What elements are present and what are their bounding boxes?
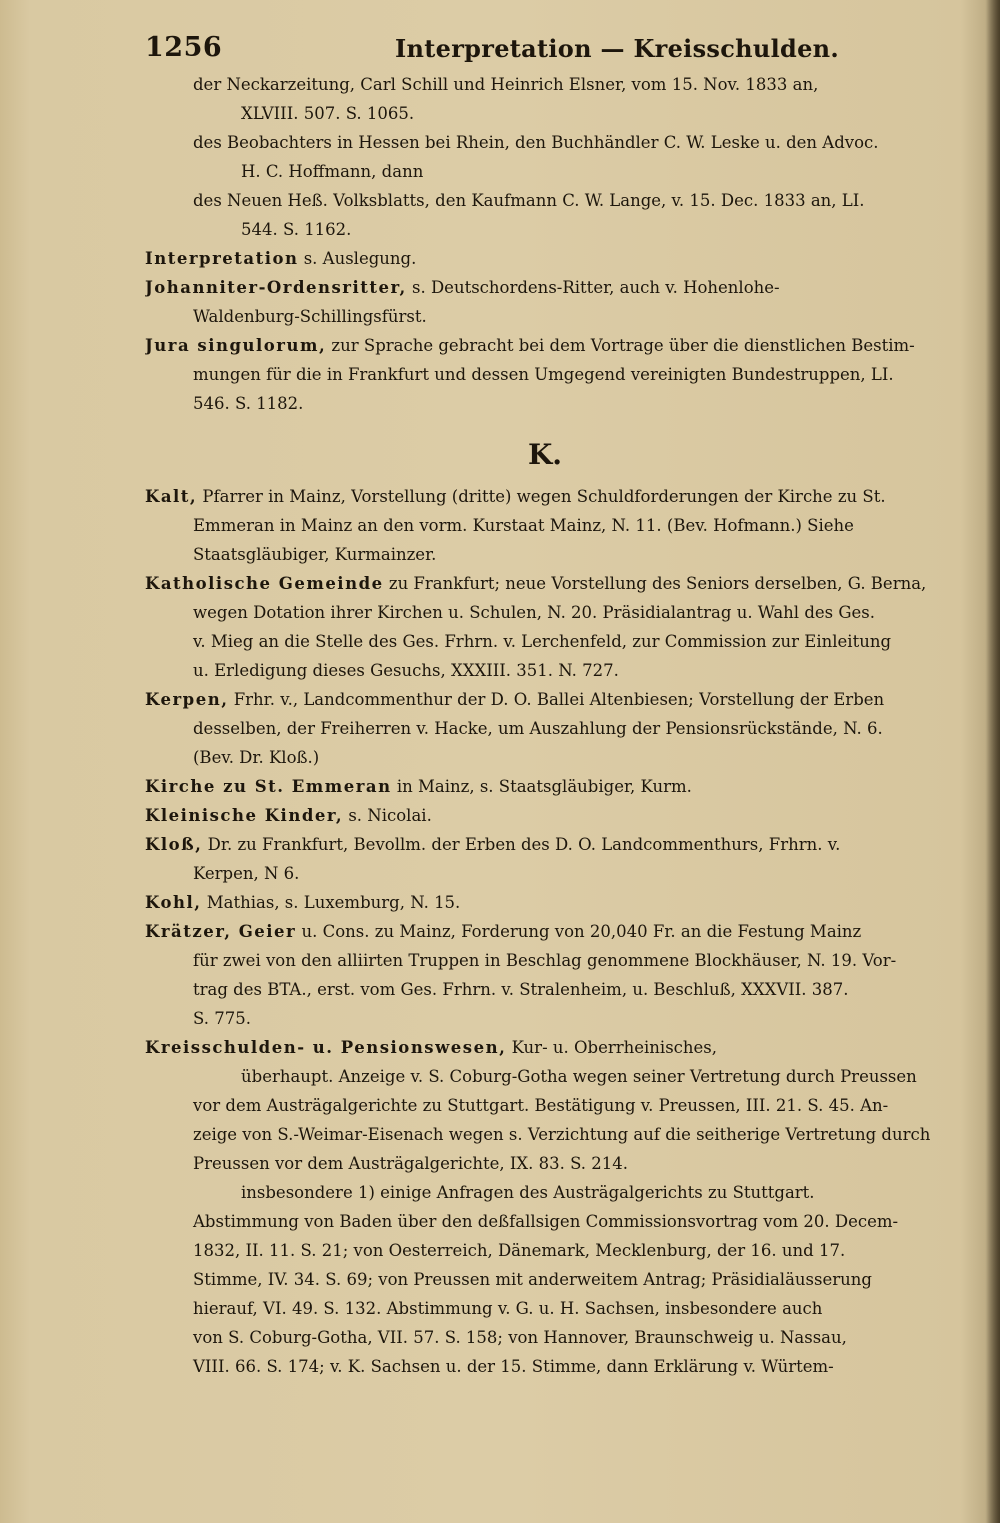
index-entry: Katholische Gemeinde zu Frankfurt; neue Vorstellung des Seniors derselben, G. Berna, [145, 574, 927, 593]
index-entry: Kloß, Dr. zu Frankfurt, Bevollm. der Erben des D. O. Landcommenthurs, Frhrn. v. [145, 835, 841, 854]
index-line: wegen Dotation ihrer Kirchen u. Schulen, N. 20. Präsidialantrag u. Wahl des Ges. [193, 603, 876, 622]
index-line: Staatsgläubiger, Kurmainzer. [193, 545, 437, 564]
entry-keyword: Kreisschulden- u. Pensionswesen, [145, 1038, 507, 1057]
index-line: H. C. Hoffmann, dann [241, 162, 424, 181]
entry-keyword: Jura singulorum, [145, 336, 327, 355]
entry-keyword: Katholische Gemeinde [145, 574, 384, 593]
index-line: VIII. 66. S. 174; v. K. Sachsen u. der 15. Stimme, dann Erklärung v. Würtem- [193, 1357, 834, 1376]
index-entry: Kreisschulden- u. Pensionswesen, Kur- u. Oberrheinisches, [145, 1038, 718, 1057]
index-line: von S. Coburg-Gotha, VII. 57. S. 158; von Hannover, Braunschweig u. Nassau, [193, 1328, 847, 1347]
index-entry: Krätzer, Geier u. Cons. zu Mainz, Forderung von 20,040 Fr. an die Festung Mainz [145, 922, 862, 941]
index-line: 546. S. 1182. [193, 394, 304, 413]
index-line: vor dem Austrägalgerichte zu Stuttgart. Bestätigung v. Preussen, III. 21. S. 45. An- [193, 1096, 889, 1115]
index-line: mungen für die in Frankfurt und dessen Umgegend vereinigten Bundestruppen, LI. [193, 365, 894, 384]
index-line: Abstimmung von Baden über den deßfallsigen Commissionsvortrag vom 20. Decem- [193, 1212, 899, 1231]
index-entries [145, 70, 945, 1381]
index-entry: Kalt, Pfarrer in Mainz, Vorstellung (dritte) wegen Schuldforderungen der Kirche zu St. [145, 487, 886, 506]
running-head: Interpretation — Kreisschulden. [395, 34, 840, 63]
binding-shadow [986, 0, 1000, 1523]
index-line: Preussen vor dem Austrägalgerichte, IX. 83. S. 214. [193, 1154, 629, 1173]
entry-keyword: Kohl, [145, 893, 202, 912]
index-entry: Kerpen, Frhr. v., Landcommenthur der D. O. Ballei Altenbiesen; Vorstellung der Erben [145, 690, 885, 709]
entry-keyword: Interpretation [145, 249, 299, 268]
index-entry: Interpretation s. Auslegung. [145, 249, 417, 268]
index-line: insbesondere 1) einige Anfragen des Austrägalgerichts zu Stuttgart. [241, 1183, 815, 1202]
index-entry: Johanniter-Ordensritter, s. Deutschordens-Ritter, auch v. Hohenlohe- [145, 278, 780, 297]
index-line: der Neckarzeitung, Carl Schill und Heinrich Elsner, vom 15. Nov. 1833 an, [193, 75, 819, 94]
index-line: Stimme, IV. 34. S. 69; von Preussen mit anderweitem Antrag; Präsidialäusserung [193, 1270, 872, 1289]
page-number: 1256 [145, 32, 223, 63]
index-line: Waldenburg-Schillingsfürst. [193, 307, 427, 326]
index-line: 544. S. 1162. [241, 220, 352, 239]
index-entry: Kirche zu St. Emmeran in Mainz, s. Staatsgläubiger, Kurm. [145, 777, 692, 796]
entry-keyword: Kalt, [145, 487, 198, 506]
entry-keyword: Kleinische Kinder, [145, 806, 344, 825]
entry-keyword: Kerpen, [145, 690, 229, 709]
index-line: des Beobachters in Hessen bei Rhein, den Buchhändler C. W. Leske u. den Advoc. [193, 133, 879, 152]
index-line: v. Mieg an die Stelle des Ges. Frhrn. v. Lerchenfeld, zur Commission zur Einleitung [193, 632, 892, 651]
index-line: 1832, II. 11. S. 21; von Oesterreich, Dänemark, Mecklenburg, der 16. und 17. [193, 1241, 846, 1260]
index-line: überhaupt. Anzeige v. S. Coburg-Gotha wegen seiner Vertretung durch Preussen [241, 1067, 917, 1086]
index-line: u. Erledigung dieses Gesuchs, XXXIII. 351. N. 727. [193, 661, 619, 680]
index-line: trag des BTA., erst. vom Ges. Frhrn. v. Stralenheim, u. Beschluß, XXXVII. 387. [193, 980, 849, 999]
entry-keyword: Krätzer, Geier [145, 922, 297, 941]
index-line: Kerpen, N 6. [193, 864, 300, 883]
index-line: hierauf, VI. 49. S. 132. Abstimmung v. G. u. H. Sachsen, insbesondere auch [193, 1299, 823, 1318]
index-line: desselben, der Freiherren v. Hacke, um Auszahlung der Pensionsrückstände, N. 6. [193, 719, 883, 738]
page-header [145, 28, 942, 72]
index-line: S. 775. [193, 1009, 251, 1028]
entry-keyword: Kirche zu St. Emmeran [145, 777, 392, 796]
entry-keyword: Kloß, [145, 835, 203, 854]
index-line: (Bev. Dr. Kloß.) [193, 748, 320, 767]
index-entry: Jura singulorum, zur Sprache gebracht bei dem Vortrage über die dienstlichen Bestim- [145, 336, 915, 355]
index-line: XLVIII. 507. S. 1065. [241, 104, 415, 123]
index-line: für zwei von den alliirten Truppen in Beschlag genommene Blockhäuser, N. 19. Vor- [193, 951, 897, 970]
index-entry: Kleinische Kinder, s. Nicolai. [145, 806, 432, 825]
index-line: des Neuen Heß. Volksblatts, den Kaufmann C. W. Lange, v. 15. Dec. 1833 an, LI. [193, 191, 865, 210]
entry-keyword: Johanniter-Ordensritter, [145, 278, 407, 297]
index-entry: Kohl, Mathias, s. Luxemburg, N. 15. [145, 893, 461, 912]
index-line: Emmeran in Mainz an den vorm. Kurstaat Mainz, N. 11. (Bev. Hofmann.) Siehe [193, 516, 854, 535]
index-line: zeige von S.-Weimar-Eisenach wegen s. Verzichtung auf die seitherige Vertretung durch [193, 1125, 931, 1144]
section-letter-heading: K. [527, 438, 563, 471]
